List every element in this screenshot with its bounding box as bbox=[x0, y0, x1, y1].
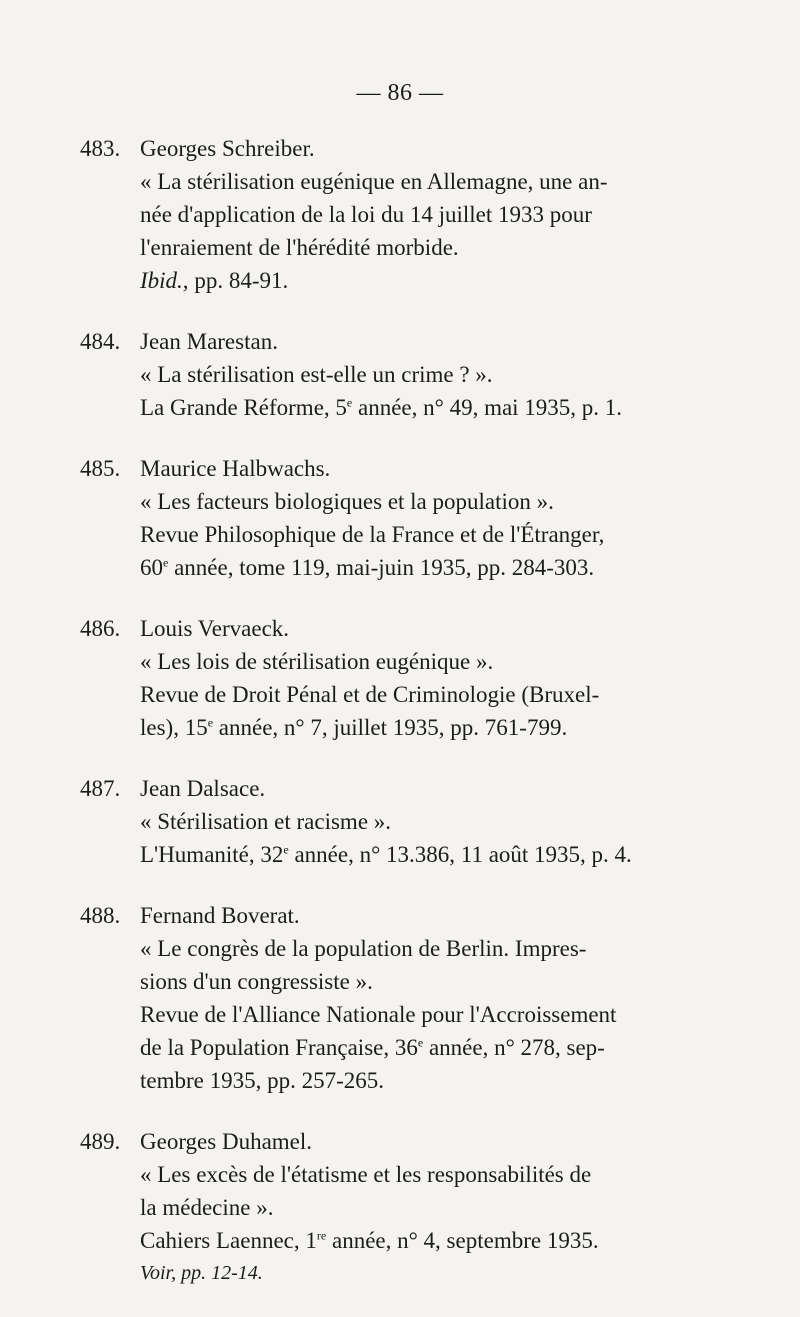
entry-source-text: année, n° 278, sep- bbox=[423, 1035, 605, 1060]
entry-body bbox=[140, 132, 740, 297]
entry-author: Jean Marestan. bbox=[140, 329, 278, 354]
entry-body bbox=[140, 1125, 740, 1289]
entry-title-line: « Le congrès de la population de Berlin. Impres- bbox=[140, 936, 587, 961]
bibliography-entry bbox=[80, 325, 740, 424]
entry-source bbox=[140, 1031, 740, 1064]
bibliography-list bbox=[80, 132, 740, 1317]
entry-author: Jean Dalsace. bbox=[140, 776, 266, 801]
entry-title-line: « Les facteurs biologiques et la population ». bbox=[140, 489, 554, 514]
entry-number: 488. bbox=[80, 903, 121, 928]
entry-source-text: les), 15 bbox=[140, 715, 208, 740]
entry-source bbox=[140, 711, 740, 744]
entry-title-line: née d'application de la loi du 14 juillet 1933 pour bbox=[140, 202, 592, 227]
entry-source-text: La Grande Réforme, 5 bbox=[140, 395, 347, 420]
entry-number: 483. bbox=[80, 136, 121, 161]
entry-source bbox=[140, 1224, 740, 1257]
entry-number: 487. bbox=[80, 776, 121, 801]
entry-body bbox=[140, 452, 740, 584]
entry-source-text: année, tome 119, mai-juin 1935, pp. 284-303. bbox=[168, 555, 595, 580]
page-number: — 86 — bbox=[356, 80, 444, 106]
entry-number: 486. bbox=[80, 616, 121, 641]
entry-source-line: Revue de l'Alliance Nationale pour l'Accroissement bbox=[140, 1002, 617, 1027]
entry-body bbox=[140, 899, 740, 1097]
entry-number: 484. bbox=[80, 329, 121, 354]
entry-author: Fernand Boverat. bbox=[140, 903, 300, 928]
entry-author: Maurice Halbwachs. bbox=[140, 456, 331, 481]
entry-author: Louis Vervaeck. bbox=[140, 616, 290, 641]
entry-source-text: de la Population Française, 36 bbox=[140, 1035, 418, 1060]
entry-author: Georges Schreiber. bbox=[140, 136, 315, 161]
entry-source-italic: Ibid., bbox=[140, 268, 189, 293]
entry-title-line: sions d'un congressiste ». bbox=[140, 969, 373, 994]
entry-source-text: année, n° 49, mai 1935, p. 1. bbox=[352, 395, 623, 420]
entry-source-text: 60 bbox=[140, 555, 163, 580]
ordinal-superscript: e bbox=[207, 715, 214, 730]
entry-number: 485. bbox=[80, 456, 121, 481]
entry-author: Georges Duhamel. bbox=[140, 1129, 313, 1154]
bibliography-entry bbox=[80, 1125, 740, 1289]
entry-title-line: « La stérilisation est-elle un crime ? ». bbox=[140, 362, 493, 387]
entry-source-text: année, n° 13.386, 11 août 1935, p. 4. bbox=[288, 842, 632, 867]
entry-source-text: année, n° 4, septembre 1935. bbox=[326, 1228, 599, 1253]
bibliography-entry bbox=[80, 772, 740, 871]
ordinal-superscript: e bbox=[283, 842, 289, 857]
entry-body bbox=[140, 612, 740, 744]
entry-source bbox=[140, 838, 740, 871]
ordinal-superscript: e bbox=[417, 1035, 424, 1050]
entry-body bbox=[140, 325, 740, 424]
ordinal-superscript: e bbox=[163, 555, 169, 570]
ordinal-superscript: re bbox=[316, 1228, 327, 1243]
entry-title-line: « Les excès de l'étatisme et les responsabilités de bbox=[140, 1162, 592, 1187]
entry-title-line: la médecine ». bbox=[140, 1195, 274, 1220]
entry-source-line: Revue de Droit Pénal et de Criminologie (Bruxel- bbox=[140, 682, 600, 707]
entry-source-text: L'Humanité, 32 bbox=[140, 842, 284, 867]
entry-source bbox=[140, 551, 740, 584]
ordinal-superscript: e bbox=[346, 395, 353, 410]
entry-title-line: « Stérilisation et racisme ». bbox=[140, 809, 392, 834]
entry-source bbox=[140, 391, 740, 424]
entry-note: Voir, pp. 12-14. bbox=[140, 1262, 263, 1284]
entry-source-text: Cahiers Laennec, 1 bbox=[140, 1228, 317, 1253]
entry-title-line: « Les lois de stérilisation eugénique ». bbox=[140, 649, 494, 674]
bibliography-entry bbox=[80, 132, 740, 297]
entry-body bbox=[140, 772, 740, 871]
entry-title-line: « La stérilisation eugénique en Allemagne, une an- bbox=[140, 169, 608, 194]
bibliography-entry bbox=[80, 452, 740, 584]
entry-source-rest: pp. 84-91. bbox=[188, 268, 289, 293]
entry-title-line: l'enraiement de l'hérédité morbide. bbox=[140, 235, 459, 260]
entry-source-line: Revue Philosophique de la France et de l'Étranger, bbox=[140, 522, 605, 547]
entry-source bbox=[140, 264, 740, 297]
bibliography-entry bbox=[80, 899, 740, 1097]
entry-source-line: tembre 1935, pp. 257-265. bbox=[140, 1068, 385, 1093]
entry-source-text: année, n° 7, juillet 1935, pp. 761-799. bbox=[213, 715, 568, 740]
bibliography-entry bbox=[80, 612, 740, 744]
entry-number: 489. bbox=[80, 1129, 121, 1154]
